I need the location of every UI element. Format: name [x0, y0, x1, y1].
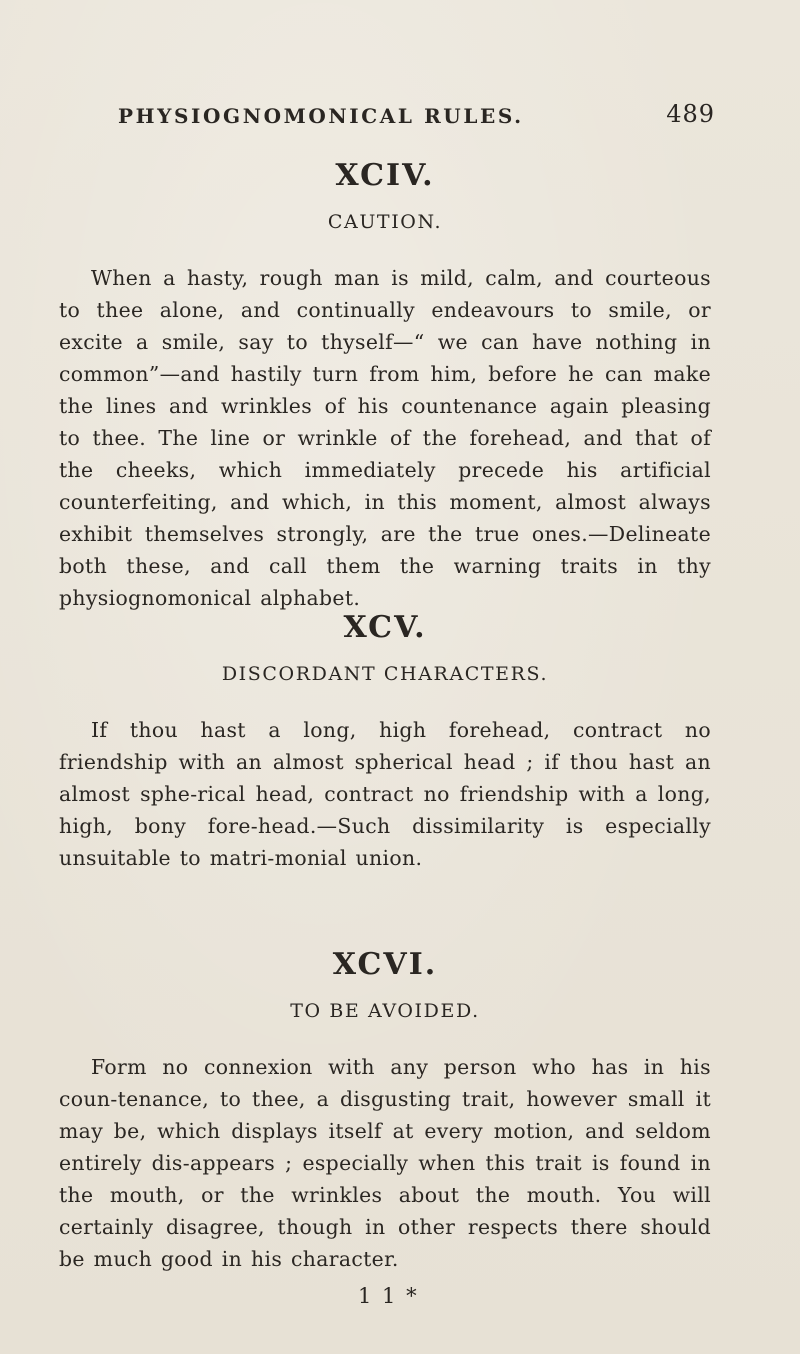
running-head: [118, 100, 715, 134]
section-body: Form no connexion with any person who has in his coun-tenance, to thee, a disgusting trait, however small it may be, which displays itself at every motion, and seldom entirely dis-appears ; especially when this trait is found in the mouth, or the wrinkles about the mouth. You will certainly disagree, though in other respects there should be much good in his character.: [59, 1055, 711, 1271]
page-number: 489: [666, 100, 715, 128]
running-title: PHYSIOGNOMONICAL RULES.: [118, 104, 524, 128]
section-heading: TO BE AVOIDED.: [290, 1000, 480, 1022]
section-body: If thou hast a long, high forehead, contract no friendship with an almost spherical head ; if thou hast an almost sphe-rical head, contract no friendship with a long, high, bony fore-head.—Such dissimilarity is especially unsuitable to matri-monial union.: [59, 718, 711, 870]
section-heading: CAUTION.: [327, 211, 443, 233]
section-xcv: [59, 610, 711, 874]
section-numeral: XCVI.: [332, 947, 438, 982]
section-body: When a hasty, rough man is mild, calm, and courteous to thee alone, and continually endeavours to smile, or excite a smile, say to thyself—“ we can have nothing in common”—and hastily turn from him, before he can make the lines and wrinkles of his countenance again pleasing to thee. The line or wrinkle of the forehead, and that of the cheeks, which immediately precede his artificial counterfeiting, and which, in this moment, almost always exhibit themselves strongly, are the true ones.—Delineate both these, and call them the warning traits in thy physiognomonical alphabet.: [59, 266, 711, 610]
section-numeral: XCV.: [343, 610, 427, 645]
signature-mark: 1 1 *: [358, 1284, 419, 1308]
section-numeral: XCIV.: [335, 158, 435, 193]
section-heading: DISCORDANT CHARACTERS.: [221, 663, 549, 685]
section-xciv: [59, 158, 711, 614]
section-xcvi: [59, 947, 711, 1275]
